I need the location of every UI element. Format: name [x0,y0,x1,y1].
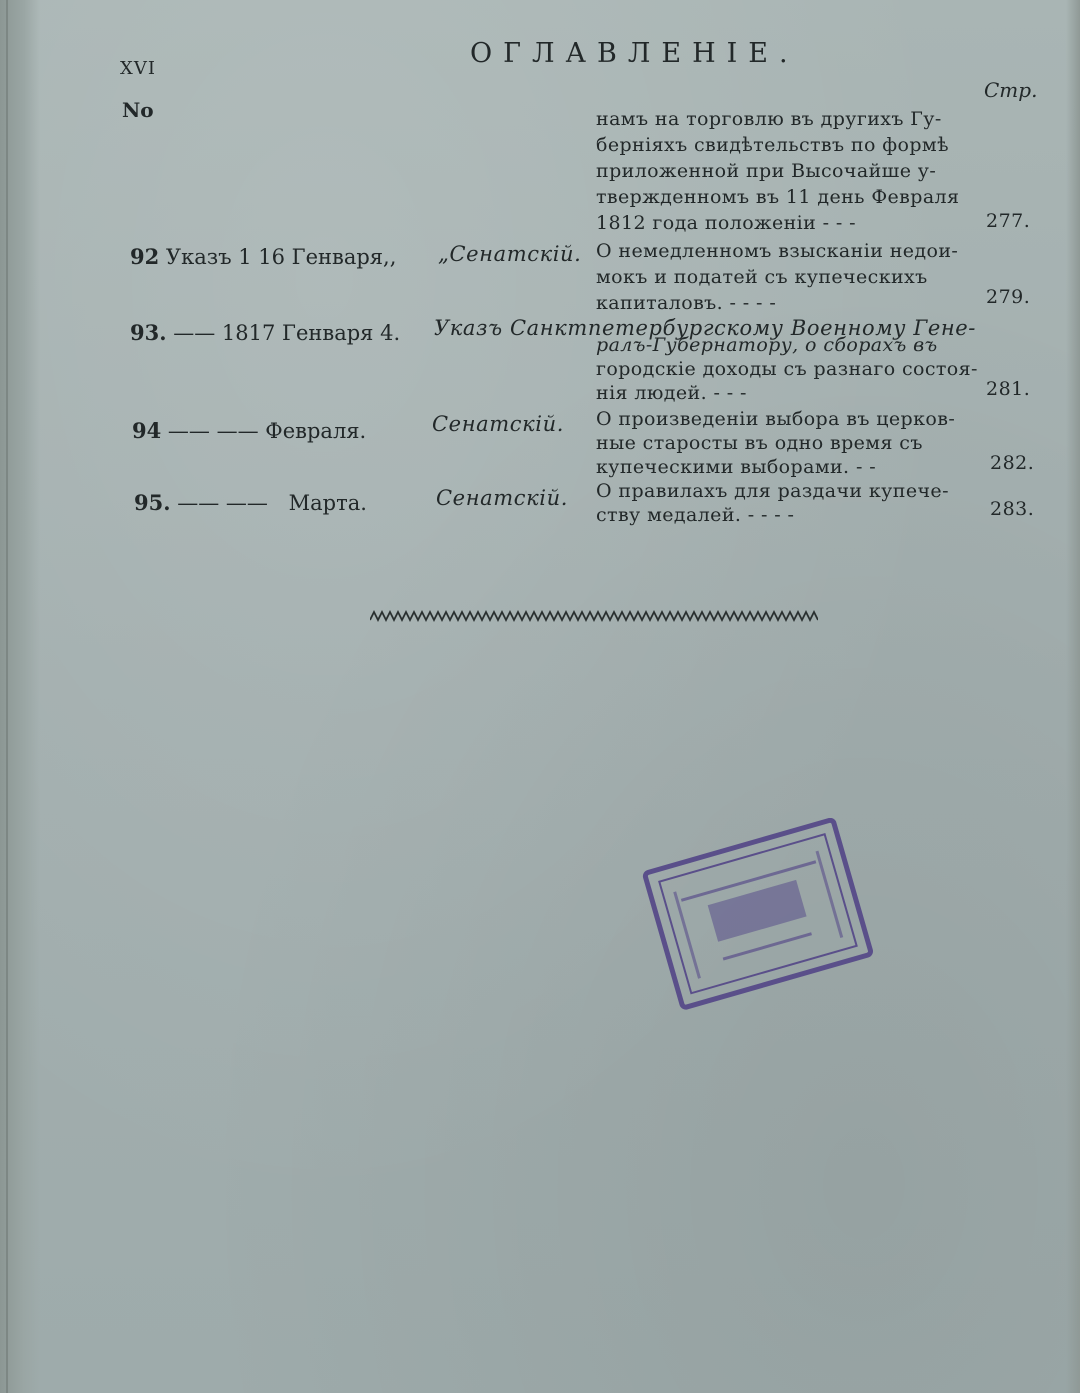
ornamental-divider [370,606,818,626]
entry-number: 94 [132,418,162,443]
number-column-header: No [122,98,154,122]
entry-dash: —— [167,419,210,443]
entry-description-line: намъ на торговлю въ другихъ Гу- [596,108,942,130]
entry-page-number: 283. [990,498,1035,520]
entry-left-text [132,418,366,443]
entry-left-text [134,490,367,515]
entry-left-text [130,244,396,269]
page-column-header: Стр. [984,78,1038,102]
entry-description-line: ству медалей. - - - - [596,504,795,526]
entry-source [432,412,564,436]
entry-left-text [130,320,400,345]
entry-source-text: „Сенатскій. [438,242,582,266]
entry-source-text: Указъ Санктпетербургскому Военному Гене- [434,316,977,340]
library-stamp-icon [640,818,874,1010]
entry-description-line: капиталовъ. - - - - [596,292,777,314]
entry-dash: —— [173,321,216,345]
entry-description-line: приложенной при Высочайше у- [596,160,937,182]
entry-date: Марта. [288,491,367,515]
entry-page-number: 282. [990,452,1035,474]
entry-description-line: мокъ и податей съ купеческихъ [596,266,928,288]
entry-number: 92 [130,244,160,269]
entry-source [438,242,581,266]
entry-source-text: Сенатскій. [432,412,564,436]
entry-description-line: О немедленномъ взысканіи недои- [596,240,959,262]
entry-page-number: 277. [986,210,1031,232]
entry-page-number: 281. [986,378,1031,400]
entry-date: Февраля. [265,419,367,443]
entry-dash: —— [216,419,259,443]
page-title: ОГЛАВЛЕНІЕ. [470,38,799,69]
page-right-edge [1066,0,1080,1393]
entry-description-line: нія людей. - - - [596,382,747,404]
entry-dash: —— [225,491,268,515]
entry-description-line: 1812 года положеніи - - - [596,212,856,234]
entry-number: 93. [130,320,167,345]
entry-description-line: берніяхъ свидѣтельствъ по формѣ [596,134,949,156]
entry-date: 1817 Генваря 4. [221,321,401,345]
page-number: XVI [120,58,156,79]
entry-number: 95. [134,490,171,515]
entry-description-line: твержденномъ въ 11 день Февраля [596,186,960,208]
entry-description-line: О правилахъ для раздачи купече- [596,480,949,502]
entry-dash: —— [177,491,220,515]
entry-source [436,486,568,510]
entry-source-text: Сенатскій. [436,486,568,510]
entry-description-line: ные старосты въ одно время съ [596,432,923,454]
entry-description-line: ралъ-Губернатору, о сборахъ въ [596,334,938,356]
entry-description-line: О произведеніи выбора въ церков- [596,408,956,430]
entry-description-line: городскіе доходы съ разнаго состоя- [596,358,978,380]
entry-date: Указъ 1 16 Генваря,, [165,245,397,269]
entry-page-number: 279. [986,286,1031,308]
entry-description-line: купеческими выборами. - - [596,456,877,478]
binding-line [6,0,8,1393]
